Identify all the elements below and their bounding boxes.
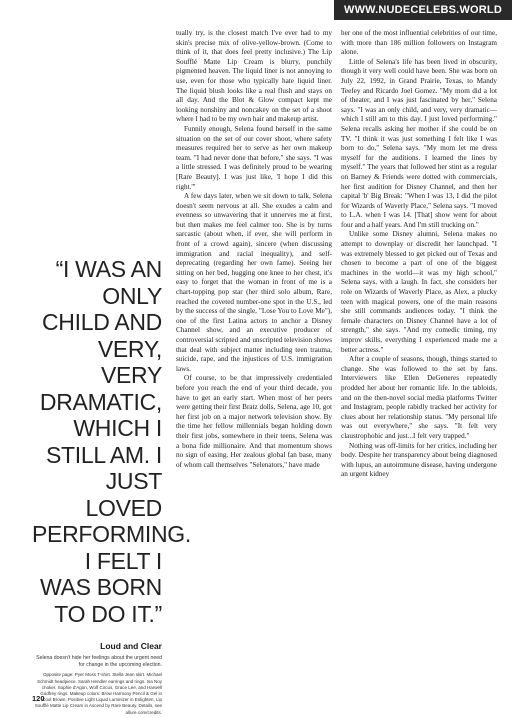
article-paragraph: Funnily enough, Selena found herself in the same situation on the set of our cover shoot, where safety measures required her to serve as her own makeup team. "I had never done that before," she says. "I was a little stressed. I was definitely proud to be wearing [Rare Beauty]. I was just like, 'I hope I did this right.'"	[176, 124, 332, 191]
article-paragraph: After a couple of seasons, though, things started to change. She was followed to the set by fans. Interviewers like Ellen DeGeneres repeatedly prodded her about her romantic life. In the tabloids, and on the then-novel social media platforms Twitter and Instagram, people rabidly tracked her activity for clues about her relationship status. "My personal life was out everywhere," she says. "It felt very claustrophobic and just...I felt very trapped."	[341, 355, 497, 440]
article-paragraph: Little of Selena's life has been lived in obscurity, though it very well could have been. She was born on July 22, 1992, in Grand Prairie, Texas, to Mandy Teefey and Ricardo Joel Gomez. "My mom did a lot of theater, and I was just fascinated by her," Selena says. "I was an only child, and very, very dramatic—which I still am to this day. I just loved performing." Selena recalls asking her mother if she could be on TV. "I think it was just something I felt like I was born to do," Selena says. "My mom let me dress myself for the auditions. I learned the lines by myself." The years that followed her stint as a regular on Barney & Friends were dotted with commercials, her first audition for Disney Channel, and then her capital 'b' Big Break: "When I was 13, I did the pilot for Wizards of Waverly Place," Selena says. "I moved to L.A. when I was 14. [That] show went for about four and a half years. And I'm still trucking on."	[341, 57, 497, 229]
caption-heading: Loud and Clear	[100, 641, 162, 651]
article-paragraph: her one of the most influential celebrities of our time, with more than 186 million followers on Instagram alone.	[341, 29, 497, 57]
pull-quote: “I WAS AN ONLY CHILD AND VERY, VERY DRAMATIC, WHICH I STILL AM. I JUST LOVED PERFORMING. I FELT I WAS BORN TO DO IT.”	[32, 256, 191, 627]
article-paragraph: Of course, to be that impressively credentialed before you reach the end of your third decade, you have to get an early start. When most of her peers were getting their first Bratz dolls, Selena, age 10, got her first job on a major network television show. By the time her fellow millennials began holding down their first jobs, somewhere in their teens, Selena was a bona fide millionaire. And that momentum shows no sign of easing. Her zealous global fan base, many of whom call themselves "Selenators," have made	[176, 374, 332, 469]
article-column-middle	[176, 29, 332, 470]
photo-credits: Opposite page: Pyer Moss T-shirt. Stella Jean skirt. Michael Schmidt headpiece. Sarah Hendler earrings and rings. Isa Noy choker. Sophie d'Agon, Wolf Circus, Grace Lee, and Harwell Godfrey rings. Makeup colors: Brow Harmony Pencil & Gel in Cool Brown, Positive Light Liquid Luminizer in Enlighten, Lip Soufflé Matte Lip Cream in Ascend by Rare Beauty. Details, see allure.com/credits.	[34, 672, 162, 715]
article-paragraph: Unlike some Disney alumni, Selena makes no attempt to downplay or discredit her launchpad. "I was extremely blessed to get picked out of Texas and chosen to become a part of one of the biggest machines in the world—it was my high school," Selena says, with a laugh. In fact, she considers her role on Wizards of Waverly Place, as Alex, a plucky teen with magical powers, one of the main reasons she still commands audiences today. "I think the female characters on Disney Channel have a lot of strength," she says. "And my comedic timing, my improv skills, everything I experienced made me a better actress."	[341, 230, 497, 354]
caption-body: Selena doesn't hide her feelings about the urgent need for change in the upcoming election.	[36, 655, 162, 669]
article-paragraph: tually try, is the closest match I've ever had to my skin's precise mix of olive-yellow-brown. (Come to think of it, that does feel pretty inclusive.) The Lip Soufflé Matte Lip Cream is blurry, punchily pigmented heaven. The liquid liner is not annoying to use, even for those who typically hate liquid liner. The liquid blush looks like a real flush and stays on all day. And the Blot & Glow compact kept me looking nonshiny and noncakey on the set of a shoot where I had to be my own hair and makeup artist.	[176, 29, 332, 124]
article-paragraph: Nothing was off-limits for her critics, including her body. Despite her transparency about being diagnosed with lupus, an autoimmune disease, having undergone an urgent kidney	[341, 441, 497, 479]
sidebar-column	[32, 256, 191, 716]
article-paragraph: A few days later, when we sit down to talk, Selena doesn't seem nervous at all. She exudes a calm and evenness so unwavering that it unnerves me at first, but then makes me feel calmer too. She is by turns sarcastic (about when, if ever, she will perform in front of a crowd again), sincere (when discussing immigration and racial inequality), and self-deprecating (regarding her own fame). Seeing her sitting on her bed, hugging one knee to her chest, it's easy to forget that the woman in front of me is a chart-topping pop star (her third solo album, Rare, reached the coveted number-one spot in the U.S., led by the success of the single, "Lose You to Love Me"), one of the first Latina actors to anchor a Disney Channel show, and an executive producer of controversial scripted and unscripted television shows that deal with subject matter including teen trauma, suicide, rape, and the injustices of U.S. immigration laws.	[176, 192, 332, 373]
watermark: WWW.NUDECELEBS.WORLD	[334, 0, 512, 20]
article-column-right	[341, 29, 497, 480]
page-number: 120	[32, 694, 45, 703]
